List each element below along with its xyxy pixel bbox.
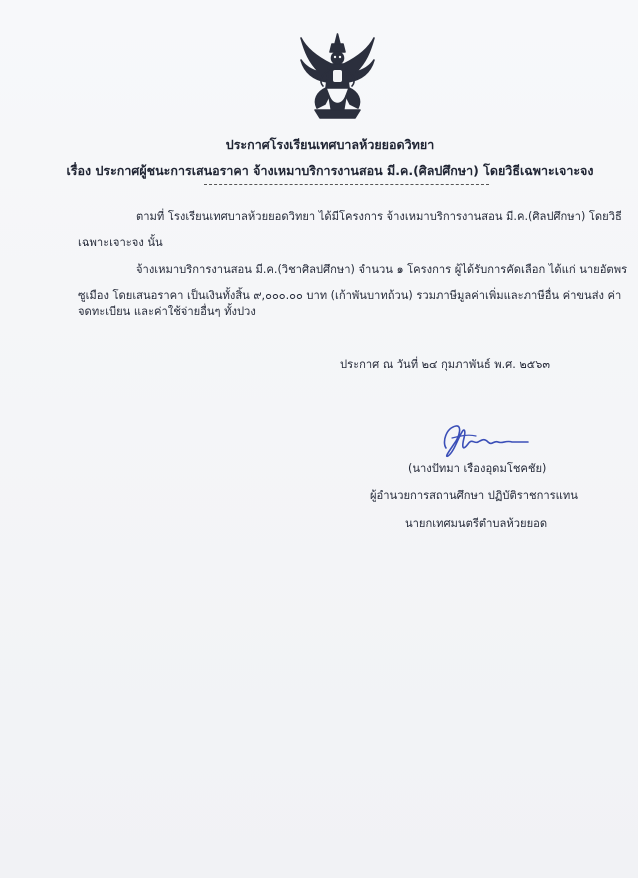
paragraph-2-line-2: ซูเมือง โดยเสนอราคา เป็นเงินทั้งสิ้น ๙,๐๐๐.๐๐ บาท (เก้าพันบาทถ้วน) รวมภาษีมูลค่าเพิ่มและภาษีอื่น ค่าขนส่ง ค่า [78,289,622,302]
paragraph-1-line-2: เฉพาะเจาะจง นั้น [78,236,163,249]
document-subject: เรื่อง ประกาศผู้ชนะการเสนอราคา จ้างเหมาบริการงานสอน มี.ค.(ศิลปศึกษา) โดยวิธีเฉพาะเจาะจง [66,163,594,178]
handwritten-signature [432,418,532,462]
title-divider [204,184,489,185]
garuda-emblem-icon [295,30,380,122]
paragraph-2-line-3: จดทะเบียน และค่าใช้จ่ายอื่นๆ ทั้งปวง [78,305,256,318]
signer-name: (นางปัทมา เรืองอุดมโชคชัย) [408,462,547,475]
signer-position: ผู้อำนวยการสถานศึกษา ปฏิบัติราชการแทน [370,489,578,502]
signer-office: นายกเทศมนตรีตำบลห้วยยอด [405,517,548,530]
announcement-date: ประกาศ ณ วันที่ ๒๔ กุมภาพันธ์ พ.ศ. ๒๕๖๓ [340,358,550,371]
paragraph-1-line-1: ตามที่ โรงเรียนเทศบาลห้วยยอดวิทยา ได้มีโครงการ จ้างเหมาบริการงานสอน มี.ค.(ศิลปศึกษา) โดยวิธี [136,210,622,223]
paragraph-2-line-1: จ้างเหมาบริการงานสอน มี.ค.(วิชาศิลปศึกษา) จำนวน ๑ โครงการ ผู้ได้รับการคัดเลือก ได้แก่ นายอัตพร [136,263,628,276]
document-title: ประกาศโรงเรียนเทศบาลห้วยยอดวิทยา [225,137,435,152]
